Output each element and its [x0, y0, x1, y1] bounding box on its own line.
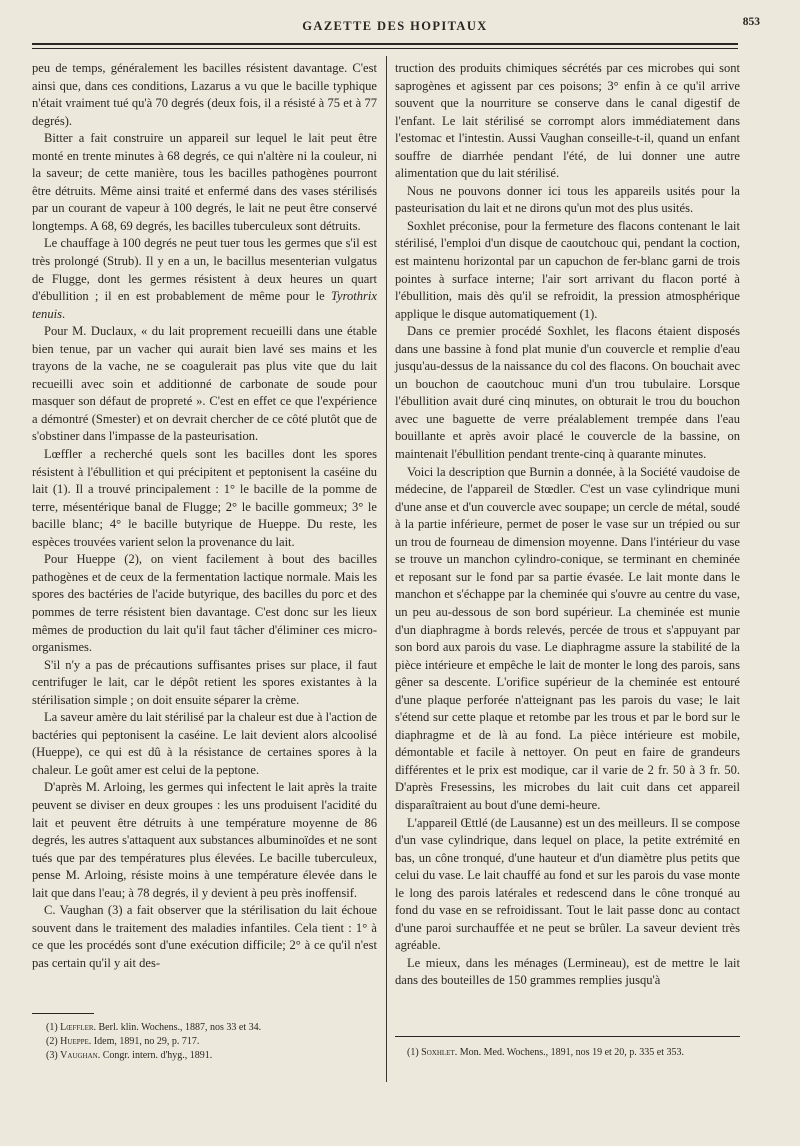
paragraph: Pour Hueppe (2), on vient facilement à bout des bacilles pathogènes et de ceux de la fermentation lactique normale. Mais les spores des bactéries de l'acide butyrique, des bacilles du porc et des pommes de terre résistent bien davantage. C'est donc sur les lieux mêmes de production du lait qu'il faut tâcher d'éliminer ces micro-organismes.	[32, 552, 377, 655]
footnote: (3) Vaughan. Congr. intern. d'hyg., 1891.	[46, 1050, 213, 1061]
running-head	[30, 16, 760, 38]
paragraph	[32, 235, 377, 323]
paragraph: D'après M. Arloing, les germes qui infectent le lait après la traite peuvent se diviser en deux groupes : les uns produisent l'acidité du lait et peuvent être détruits à une température moyenne de 86 degrés, les autres s'attaquent aux substances albuminoïdes et ne sont tués que par des températures plus élevées. Le bacille tuberculeux, pense M. Arloing, résiste moins à une température élevée dans le lait que dans l'eau; à 78 degrés, il y devient à peu près inoffensif.	[32, 780, 377, 900]
paragraph: Pour M. Duclaux, « du lait proprement recueilli dans une étable bien tenue, par un vacher qui aurait bien lavé ses mains et les trayons de la vache, ne se coagulerait pas plus vite que du lait recueilli avec soin et additionné de carbonate de soude pour masquer son défaut de propreté ». C'est en effet ce que l'expérience a démontré (Smester) et on devrait chercher de ce côté plutôt que de s'obstiner dans l'impasse de la pasteurisation.	[32, 324, 377, 444]
column-divider	[386, 56, 387, 1082]
paragraph: truction des produits chimiques sécrétés par ces microbes qui sont saprogènes et agissent par ces poisons; 3° enfin à ce qu'il arrive souvent que la nourriture se conserve dans le canal digestif de l'enfant. Le lait stérilisé se corrompt alors immédiatement dans l'estomac et l'intestin. Aussi Vaughan conseille-t-il, quand un enfant souffre de diarrhée pendant l'été, de lui donner une autre alimentation que du lait stérilisé.	[395, 61, 740, 181]
paragraph: Dans ce premier procédé Soxhlet, les flacons étaient disposés dans une bassine à fond plat munie d'un couvercle et remplie d'eau jusqu'au-dessus de la naissance du col des flacons. On bouchait avec un bouchon de caoutchouc muni d'un trou tubulaire. Lorsque l'ébullition avait duré cinq minutes, on obturait le trou du bouchon avec une baguette de verre préalablement trempée dans l'eau bouillante et après avoir placé le couvercle de la bassine, on maintenait l'ébullition pendant trente-cinq à quarante minutes.	[395, 324, 740, 462]
footnotes-left	[46, 1021, 366, 1063]
paragraph: Nous ne pouvons donner ici tous les appareils usités pour la pasteurisation du lait et ne dirons qu'un mot des plus usités.	[395, 183, 740, 216]
paragraph: Le mieux, dans les ménages (Lermineau), est de mettre le lait dans des bouteilles de 150 grammes remplies jusqu'à	[395, 955, 740, 988]
paragraph: S'il n'y a pas de précautions suffisantes prises sur place, il faut centrifuger le lait, car le dépôt retient les spores existantes à la stérilisation simple ; on doit ensuite séparer la crème.	[32, 657, 377, 707]
footnote-rule-right	[395, 1036, 740, 1037]
paragraph: Bitter a fait construire un appareil sur lequel le lait peut être monté en trente minutes à 68 degrés, ce qui n'altère ni la couleur, ni la saveur; de cette manière, tous les bacilles pathogènes pourront être détruits. Même ainsi traité et enfermé dans des vases stérilisés par un courant de vapeur à 100 degrés, le lait ne peut être conservé longtemps. A 68, 69 degrés, les bacilles tuberculeux sont détruits.	[32, 131, 377, 233]
left-column	[32, 60, 377, 972]
paragraph: peu de temps, généralement les bacilles résistent davantage. C'est ainsi que, dans ces conditions, Lazarus a vu que le bacille typhique n'était vraiment tué qu'à 70 degrés (deux fois, il a résisté à 75 et à 77 degrés).	[32, 61, 377, 128]
paragraph: Soxhlet préconise, pour la fermeture des flacons contenant le lait stérilisé, l'emploi d'un disque de caoutchouc qui, pendant la coction, est maintenu horizontal par un capuchon de fer-blanc garni de trois pointes à surface interne; l'air sort arrivant du flacon porté à l'ébullition, mais dès qu'il se refroidit, la pression atmosphérique applique le disque automatiquement (1).	[395, 218, 740, 321]
paragraph: Voici la description que Burnin a donnée, à la Société vaudoise de médecine, de l'appareil de Stœdler. C'est un vase cylindrique muni d'une anse et d'un couvercle avec soupape; un cercle de métal, soudé à la partie inférieure, permet de poser le vase sur un trépied ou sur un trou de fourneau de dimension moyenne. Dans l'intérieur du vase se trouve un manchon cylindro-conique, se terminant en cheminée et reposant sur le fond par sa partie évasée. Le lait monte dans le manchon et s'échappe par la cheminée qui s'ouvre au centre du vase, un peu au-dessous de son bord supérieur. La cheminée est munie d'un diaphragme à bords relevés, percée de trous et s'appuyant par son bord aux parois du vase. Le diaphragme assure la stabilité de la pièce intérieure et empêche le lait de monter le long des parois, sans gêner sa descente. L'orifice supérieur de la cheminée est entouré d'une plaque perforée n'atteignant pas les parois du vase; le lait s'étend sur cette plaque et retombe par les trous et par le bord sur le diaphragme et de là au fond. La pièce intérieure est mobile, démontable et facile à nettoyer. On peut en faire de grandeurs différentes et le prix est modique, car il varie de 2 fr. 50 à 3 fr. 50. D'après Fresessins, les microbes du lait cuit dans cet appareil disparaîtraient au bout d'une demi-heure.	[395, 464, 740, 812]
paragraph: Lœffler a recherché quels sont les bacilles dont les spores résistent à l'ébullition et qui précipitent et peptonisent la caséine du lait (1). Il a trouvé principalement : 1° le bacille de la pomme de terre, mésentérique banal de Flugge; 2° le bacille gommeux; 3° le bacille blanc; 4° le bacille butyrique de Hueppe. Du reste, les espèces trouvées varient selon la provenance du lait.	[32, 447, 377, 549]
paragraph-text: Le chauffage à 100 degrés ne peut tuer tous les germes que s'il est très prolongé (Strub). Il y en a un, le bacillus mesenterian vulgatus de Flugge, dont les germes résistent à deux heures un quart d'ébullition ; il en est probablement de même pour le	[32, 236, 377, 304]
journal-title: GAZETTE DES HOPITAUX	[302, 19, 488, 33]
footnote: (1) Soxhlet. Mon. Med. Wochens., 1891, nos 19 et 20, p. 335 et 353.	[407, 1047, 685, 1058]
header-rule-thick	[32, 43, 738, 45]
page-number: 853	[742, 16, 760, 28]
species-name: Tyrothrix tenuis	[32, 289, 377, 321]
footnote: (1) Lœffler. Berl. klin. Wochens., 1887, nos 33 et 34.	[46, 1022, 262, 1033]
footnote-rule-left	[32, 1013, 94, 1014]
paragraph: La saveur amère du lait stérilisé par la chaleur est due à l'action de bactéries qui peptonisent la caséine. Le lait devient alors alcoolisé (Hueppe), ce qui est dû à la résistance de certaines spores à la chaleur. Le goût amer est celui de la peptone.	[32, 710, 377, 777]
footnotes-right	[407, 1046, 737, 1060]
paragraph-text: .	[61, 306, 66, 321]
paragraph: C. Vaughan (3) a fait observer que la stérilisation du lait échoue souvent dans le traitement des maladies infantiles. Cela tient : 1° à ce que les procédés sont d'une exécution difficile; 2° à ce qu'il n'est pas certain qu'il y ait des-	[32, 903, 377, 970]
paragraph: L'appareil Œttlé (de Lausanne) est un des meilleurs. Il se compose d'un vase cylindrique, dans lequel on place, la petite extrémité en bas, un cône tronqué, d'une hauteur et d'un diamètre plus petits que celui du vase. Le lait chauffé au fond et sur les parois du vase monte le long des parois latérales et redescend dans le cône tronqué au fond du vase en se refroidissant. Tout le lait passe donc au contact d'une paroi surchauffée et ne peut se brûler. La saveur devient très agréable.	[395, 815, 740, 953]
right-column	[395, 60, 740, 990]
header-rule-thin	[32, 48, 738, 49]
footnote: (2) Hueppe. Idem, 1891, no 29, p. 717.	[46, 1036, 200, 1047]
